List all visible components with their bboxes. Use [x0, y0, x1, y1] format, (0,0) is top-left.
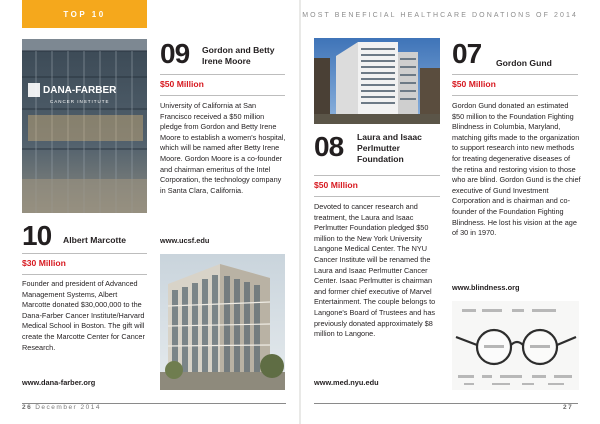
divider: [160, 74, 285, 75]
divider: [22, 253, 147, 254]
left-page: [0, 0, 299, 424]
rank-number-10: 10: [22, 220, 52, 251]
rank-number-09: 09: [160, 38, 190, 69]
footer-left: [22, 404, 101, 411]
entry-text-07: Gordon Gund donated an estimated $50 million to the Foundation Fighting Blindness in Columbia, Maryland, matching gifts made to the organization to support research into new methods for treating degenerative diseases of the retina and restoring vision to those who are blind. Gordon Gund is the chief executive of Gund Investment Corporation and is chairman and co-founder of the Foundation Fighting Blindness. He lost his vision at the age of 30 in 1970.: [452, 101, 581, 238]
donor-name-07: Gordon Gund: [496, 58, 552, 68]
divider: [452, 74, 578, 75]
entry-url-10[interactable]: www.dana-farber.org: [22, 378, 96, 387]
entry-url-08[interactable]: www.med.nyu.edu: [314, 378, 379, 387]
nyu-langone-photo: [314, 38, 440, 124]
donor-name-09: [202, 45, 292, 67]
page-number-left: 26: [22, 404, 33, 411]
photo-sign-text: DANA-FARBER: [43, 85, 117, 96]
footer-right: [563, 404, 576, 411]
photo-sign-subtext: CANCER INSTITUTE: [50, 99, 110, 104]
donor-name-09-line1: Gordon and Betty: [202, 45, 275, 55]
donation-amount-08: $50 Million: [314, 180, 358, 190]
rank-number-08: 08: [314, 131, 344, 162]
right-page: [301, 0, 600, 424]
entry-url-09[interactable]: www.ucsf.edu: [160, 236, 210, 245]
divider: [22, 274, 147, 275]
entry-text-08: Devoted to cancer research and treatment, the Laura and Isaac Perlmutter Foundation pledged $50 million to the New York University Langone Medical Center. The NYU Cancer Institute will be renamed the Laura and Isaac Perlmutter Cancer Center. Isaac Perlmutter is chairman and former chief executive of Marvel Entertainment. The couple belongs to Langone's Board of Trustees and has previously donated approximately $8 million to Langone.: [314, 202, 436, 339]
donor-name-08-line1: Laura and Isaac: [357, 132, 422, 142]
issue-date: December 2014: [35, 404, 101, 411]
divider: [452, 95, 578, 96]
ucsf-building-photo: [160, 254, 285, 390]
donor-name-09-line2: Irene Moore: [202, 56, 251, 66]
donor-name-08: [357, 132, 439, 165]
entry-url-07[interactable]: www.blindness.org: [452, 283, 520, 292]
section-tab: TOP 10: [22, 0, 147, 28]
divider: [314, 175, 440, 176]
donor-name-10: Albert Marcotte: [63, 235, 127, 245]
donor-name-08-line2: Perlmutter: [357, 143, 400, 153]
divider: [160, 95, 285, 96]
donation-amount-09: $50 Million: [160, 79, 204, 89]
donation-amount-10: $30 Million: [22, 258, 66, 268]
rank-number-07: 07: [452, 38, 482, 69]
running-head: MOST BENEFICIAL HEALTHCARE DONATIONS OF 2014: [302, 12, 578, 19]
entry-text-09: University of California at San Francisco received a $50 million pledge from Gordon and Betty Irene Moore to establish a women's hospital, which will be named after Betty Irene Moore. Gordon Moore is a co-founder and chairman emeritus of the Intel Corporation, the technology company in Santa Clara, California.: [160, 101, 286, 195]
donation-amount-07: $50 Million: [452, 79, 496, 89]
dana-farber-photo: [22, 39, 147, 213]
divider: [314, 196, 440, 197]
eyeglasses-photo: [452, 301, 579, 390]
page-number-right: 27: [563, 404, 574, 411]
donor-name-08-line3: Foundation: [357, 154, 404, 164]
footer-rule: [314, 403, 578, 404]
entry-text-10: Founder and president of Advanced Management Systems, Albert Marcotte donated $30,000,000 to the Dana-Farber Cancer Institute/Harvard Medical School in Boston. The gift will create the Marcotte Center for Cancer Research.: [22, 279, 145, 352]
